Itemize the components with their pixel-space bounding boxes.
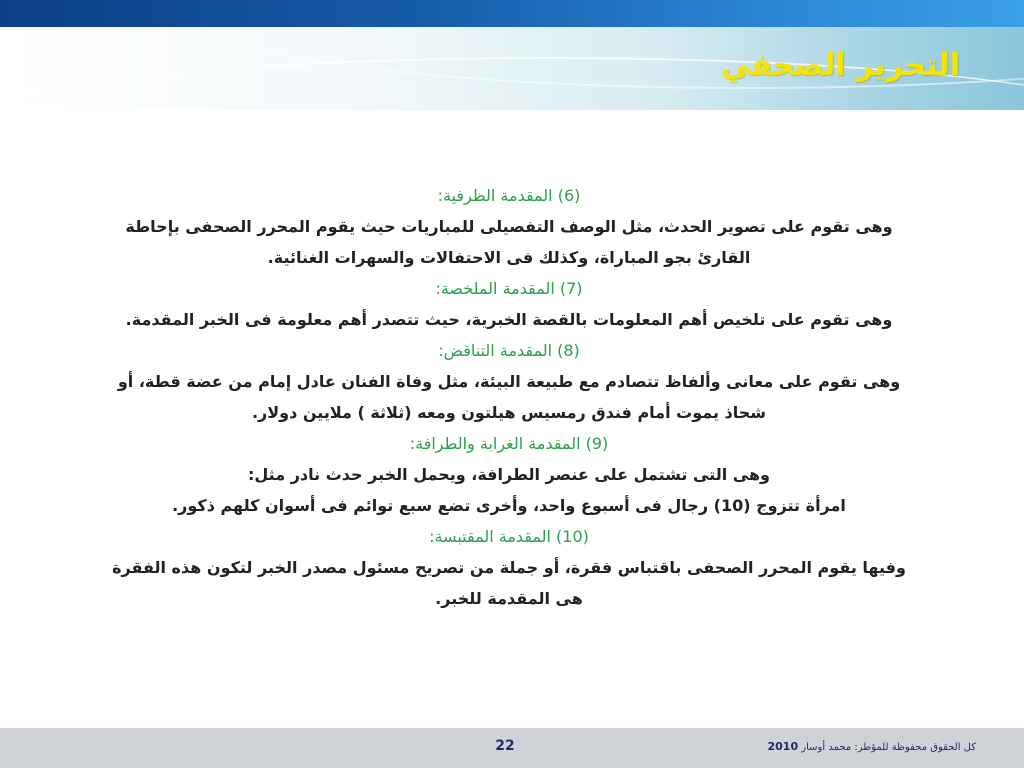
copyright-text: كل الحقوق محفوظة للمؤطر: محمد أوسار xyxy=(801,742,976,753)
content-heading: (6) المقدمة الظرفية: xyxy=(437,186,581,205)
content-heading: (8) المقدمة التناقض: xyxy=(438,341,580,360)
footer-copyright xyxy=(767,740,976,753)
content-line: هى المقدمة للخبر. xyxy=(435,589,583,608)
content-line: وهى تقوم على تصوير الحدث، مثل الوصف التفصيلى للمباريات حيث يقوم المحرر الصحفى بإحاطة xyxy=(125,217,893,236)
content-heading: (10) المقدمة المقتبسة: xyxy=(429,527,589,546)
content-line: وفيها يقوم المحرر الصحفى باقتباس فقرة، أو جملة من تصريح مسئول مصدر الخبر لتكون هذه الفقرة xyxy=(112,558,906,577)
footer xyxy=(0,728,1024,768)
slide-title: التحرير الصحفي xyxy=(720,48,960,83)
content-line: امرأة تتزوج (10) رجال فى أسبوع واحد، وأخرى تضع سبع توائم فى أسوان كلهم ذكور. xyxy=(172,496,846,515)
content-line: القارئ بجو المباراة، وكذلك فى الاحتفالات والسهرات الغنائية. xyxy=(267,248,751,267)
content-heading: (9) المقدمة الغرابة والطرافة: xyxy=(409,434,609,453)
content-heading: (7) المقدمة الملخصة: xyxy=(435,279,583,298)
content-line: وهى تقوم على معانى وألفاظ تتصادم مع طبيعة البيئة، مثل وفاة الفنان عادل إمام من عضة قطة، أو xyxy=(117,372,901,391)
copyright-year: 2010 xyxy=(767,740,799,753)
content-line: وهى تقوم على تلخيص أهم المعلومات بالقصة الخبرية، حيث تتصدر أهم معلومة فى الخبر المقدمة. xyxy=(125,310,893,329)
content-line: وهى التى تشتمل على عنصر الطرافة، ويحمل الخبر حدث نادر مثل: xyxy=(248,465,770,484)
page-number: 22 xyxy=(495,738,515,754)
content-line: شحاذ يموت أمام فندق رمسيس هيلتون ومعه (ثلاثة ) ملايين دولار. xyxy=(251,403,767,422)
slide-content xyxy=(88,180,930,614)
top-bar xyxy=(0,0,1024,27)
